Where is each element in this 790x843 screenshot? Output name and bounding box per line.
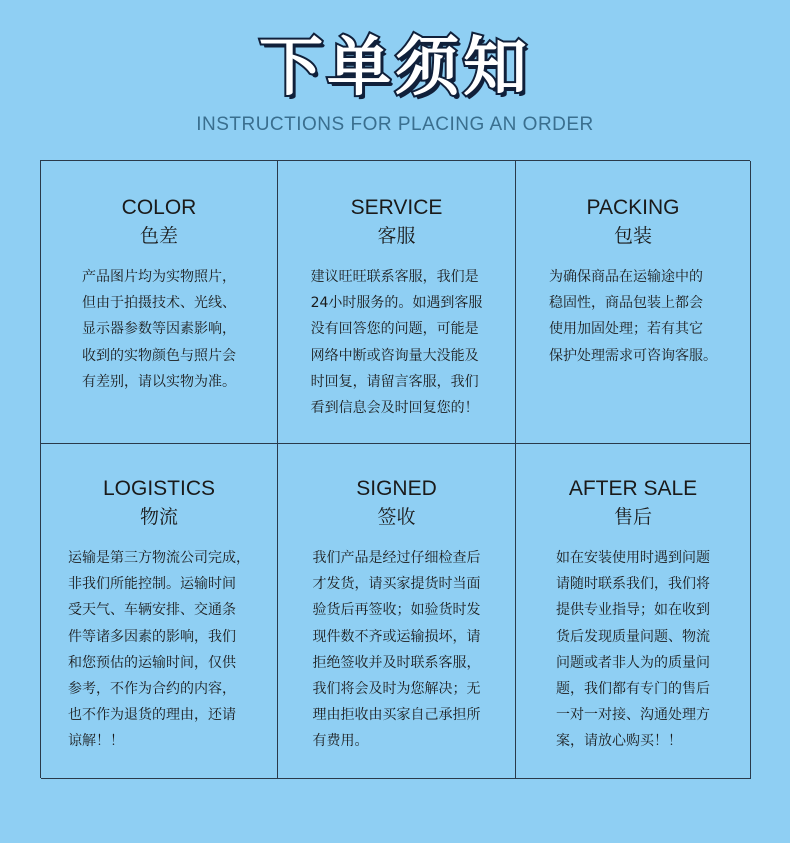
section-text: 建议旺旺联系客服，我们是 24小时服务的。如遇到客服 没有回答您的问题，可能是 网络中断或咨询量大没能及 时回复，请留言客服，我们 看到信息会及时回复您的！ — [310, 269, 483, 417]
section-text: 我们产品是经过仔细检查后 才发货，请买家提货时当面 验货后再签收；如验货时发 现件数不齐或运输损坏，请 拒绝签收并及时联系客服， 我们将会及时为您解决；无 理由拒收由买家自己承担所 有费用。 — [312, 550, 481, 750]
after-sale-section — [516, 444, 751, 779]
section-title-en: LOGISTICS — [102, 477, 216, 500]
section-title-en: SIGNED — [356, 477, 437, 500]
section-title-zh: 售后 — [613, 506, 652, 528]
section-text: 如在安装使用时遇到问题 请随时联系我们，我们将 提供专业指导；如在收到 货后发现质量问题、物流 问题或者非人为的质量问 题，我们都有专门的售后 一对一对接、沟通处理方 案，请放心购买！！ — [556, 550, 710, 750]
section-title-en: SERVICE — [350, 196, 443, 219]
section-title-en: AFTER SALE — [568, 477, 698, 500]
logistics-section — [41, 444, 278, 779]
section-title-zh: 客服 — [377, 225, 416, 247]
section-title-en: COLOR — [121, 196, 197, 219]
section-title-zh: 色差 — [139, 225, 178, 247]
section-title-en: PACKING — [586, 196, 680, 219]
page-subtitle: INSTRUCTIONS FOR PLACING AN ORDER — [196, 114, 594, 135]
section-text: 为确保商品在运输途中的 稳固性，商品包装上都会 使用加固处理；若有其它 保护处理需求可咨询客服。 — [549, 269, 717, 364]
instructions-grid — [40, 160, 750, 778]
section-text: 运输是第三方物流公司完成， 非我们所能控制。运输时间 受天气、车辆安排、交通条 件等诸多因素的影响，我们 和您预估的运输时间，仅供 参考，不作为合约的内容， 也不作为退货的理由，还请 谅解！！ — [68, 550, 250, 750]
section-text: 产品图片均为实物照片， 但由于拍摄技术、光线、 显示器参数等因素影响， 收到的实物颜色与照片会 有差别，请以实物为准。 — [82, 269, 236, 390]
section-title-zh: 包装 — [613, 225, 652, 247]
signed-section — [278, 444, 516, 779]
section-title-zh: 物流 — [139, 506, 178, 528]
service-section — [278, 161, 516, 444]
page-title: 下单须知 — [259, 31, 531, 105]
packing-section — [516, 161, 751, 444]
section-title-zh: 签收 — [377, 506, 416, 528]
color-section — [41, 161, 278, 444]
